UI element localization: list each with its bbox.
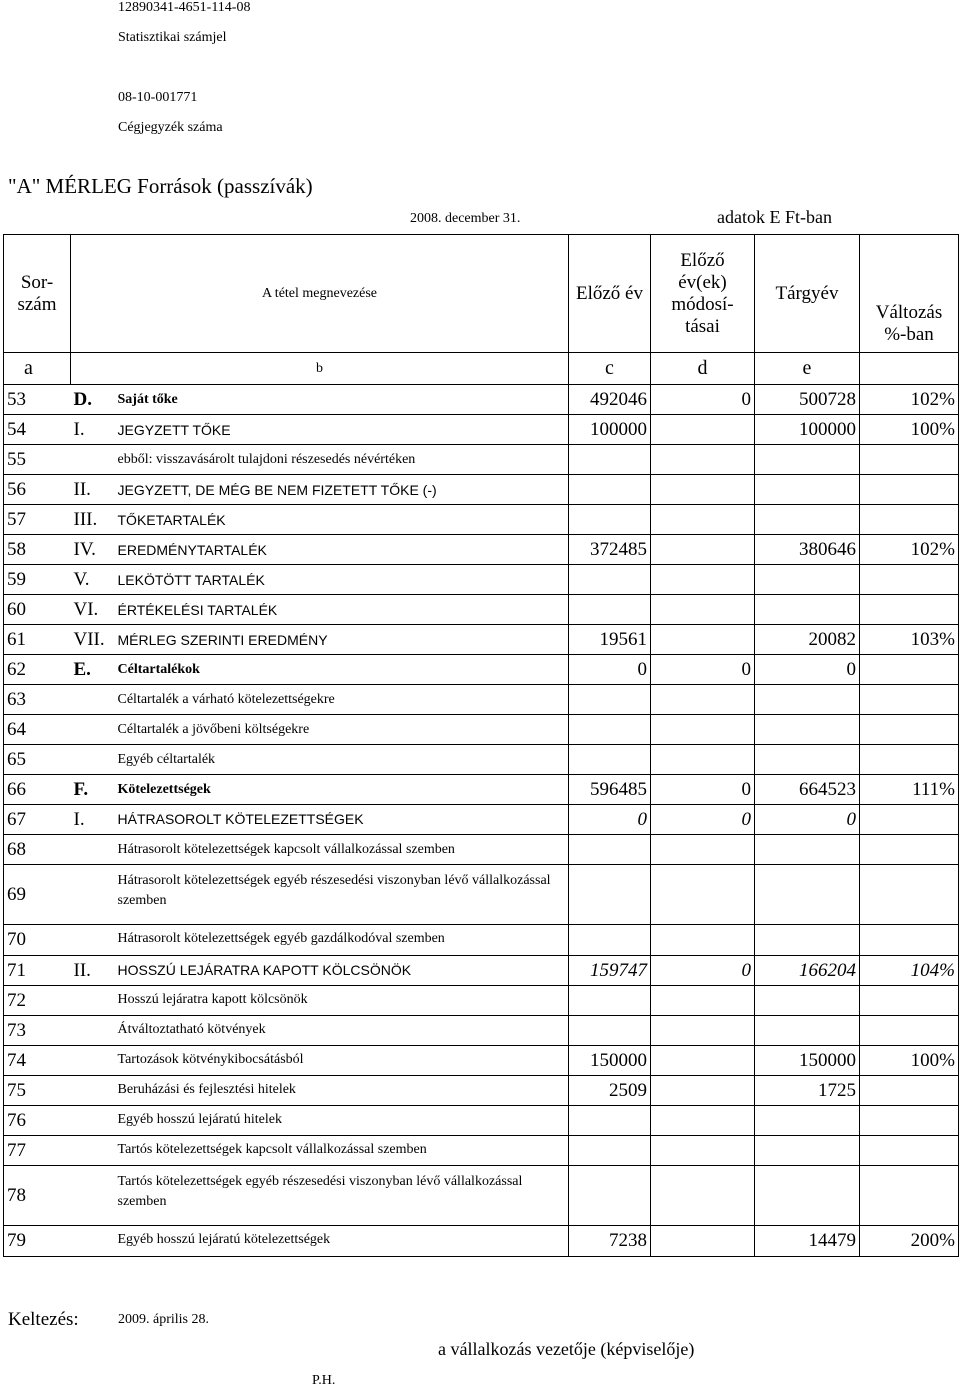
row-current-year: 100000 xyxy=(755,415,860,445)
unit-label: adatok E Ft-ban xyxy=(717,207,832,227)
reg-number: 08-10-001771 xyxy=(118,90,198,105)
table-row xyxy=(4,1136,959,1166)
row-number: 69 xyxy=(4,865,71,925)
row-section: II. xyxy=(71,475,115,505)
stat-label: Statisztikai számjel xyxy=(118,30,227,45)
row-number: 58 xyxy=(4,535,71,565)
stat-number: 12890341-4651-114-08 xyxy=(118,0,251,15)
row-prev-year: 492046 xyxy=(569,385,651,415)
row-prev-year xyxy=(569,1136,651,1166)
row-current-year: 14479 xyxy=(755,1226,860,1257)
row-current-year xyxy=(755,685,860,715)
row-current-year xyxy=(755,1106,860,1136)
row-prev-year: 150000 xyxy=(569,1046,651,1076)
row-number: 53 xyxy=(4,385,71,415)
row-current-year: 0 xyxy=(755,805,860,835)
row-prev-year xyxy=(569,475,651,505)
row-section xyxy=(71,835,115,865)
row-section xyxy=(71,1016,115,1046)
row-current-year xyxy=(755,925,860,956)
col-curr: Tárgyév xyxy=(755,235,860,353)
row-change: 200% xyxy=(860,1226,959,1257)
letter-a: a xyxy=(4,353,71,385)
row-change xyxy=(860,685,959,715)
table-row xyxy=(4,1076,959,1106)
row-prev-year xyxy=(569,925,651,956)
row-name: Tartós kötelezettségek egyéb részesedési viszonyban lévő vállalkozással szemben xyxy=(115,1166,569,1226)
row-change: 102% xyxy=(860,535,959,565)
row-number: 77 xyxy=(4,1136,71,1166)
row-number: 70 xyxy=(4,925,71,956)
row-number: 72 xyxy=(4,986,71,1016)
row-change xyxy=(860,835,959,865)
row-current-year: 0 xyxy=(755,655,860,685)
row-section: VI. xyxy=(71,595,115,625)
report-date: 2008. december 31. xyxy=(410,211,521,226)
row-modification: 0 xyxy=(651,385,755,415)
row-change xyxy=(860,865,959,925)
row-modification xyxy=(651,1136,755,1166)
row-modification xyxy=(651,595,755,625)
table-row xyxy=(4,565,959,595)
row-name: HOSSZÚ LEJÁRATRA KAPOTT KÖLCSÖNÖK xyxy=(115,956,569,986)
table-row xyxy=(4,625,959,655)
date-value: 2009. április 28. xyxy=(118,1312,209,1327)
row-prev-year: 372485 xyxy=(569,535,651,565)
letters-row xyxy=(4,353,959,385)
row-name: LEKÖTÖTT TARTALÉK xyxy=(115,565,569,595)
row-number: 78 xyxy=(4,1166,71,1226)
table-row xyxy=(4,1046,959,1076)
row-current-year xyxy=(755,986,860,1016)
row-section xyxy=(71,745,115,775)
row-name: Hátrasorolt kötelezettségek kapcsolt vállalkozással szemben xyxy=(115,835,569,865)
row-change: 103% xyxy=(860,625,959,655)
row-number: 64 xyxy=(4,715,71,745)
row-modification xyxy=(651,565,755,595)
row-prev-year xyxy=(569,715,651,745)
row-name: Beruházási és fejlesztési hitelek xyxy=(115,1076,569,1106)
row-section xyxy=(71,865,115,925)
row-modification xyxy=(651,505,755,535)
table-row xyxy=(4,685,959,715)
row-change xyxy=(860,715,959,745)
row-number: 68 xyxy=(4,835,71,865)
row-name: Kötelezettségek xyxy=(115,775,569,805)
row-prev-year xyxy=(569,595,651,625)
letter-d: d xyxy=(651,353,755,385)
row-change: 100% xyxy=(860,415,959,445)
row-name: Tartozások kötvénykibocsátásból xyxy=(115,1046,569,1076)
row-change xyxy=(860,986,959,1016)
row-current-year: 20082 xyxy=(755,625,860,655)
row-number: 73 xyxy=(4,1016,71,1046)
row-section xyxy=(71,986,115,1016)
table-row xyxy=(4,835,959,865)
row-section: I. xyxy=(71,805,115,835)
table-row xyxy=(4,775,959,805)
row-name: Céltartalék a jövőbeni költségekre xyxy=(115,715,569,745)
row-prev-year xyxy=(569,1016,651,1046)
table-row xyxy=(4,655,959,685)
row-number: 71 xyxy=(4,956,71,986)
row-prev-year xyxy=(569,445,651,475)
row-current-year: 380646 xyxy=(755,535,860,565)
row-modification xyxy=(651,1046,755,1076)
row-section xyxy=(71,1076,115,1106)
row-section: V. xyxy=(71,565,115,595)
row-modification xyxy=(651,1166,755,1226)
table-row xyxy=(4,1016,959,1046)
row-name: JEGYZETT TŐKE xyxy=(115,415,569,445)
row-name: Egyéb hosszú lejáratú hitelek xyxy=(115,1106,569,1136)
row-name: ÉRTÉKELÉSI TARTALÉK xyxy=(115,595,569,625)
row-current-year xyxy=(755,745,860,775)
row-section: I. xyxy=(71,415,115,445)
row-number: 60 xyxy=(4,595,71,625)
row-modification xyxy=(651,986,755,1016)
row-modification xyxy=(651,1106,755,1136)
row-prev-year xyxy=(569,505,651,535)
row-name: ebből: visszavásárolt tulajdoni részesedés névértéken xyxy=(115,445,569,475)
row-modification xyxy=(651,625,755,655)
row-modification xyxy=(651,475,755,505)
row-name: EREDMÉNYTARTALÉK xyxy=(115,535,569,565)
row-number: 76 xyxy=(4,1106,71,1136)
row-change xyxy=(860,655,959,685)
letter-b: b xyxy=(71,353,569,385)
row-modification: 0 xyxy=(651,775,755,805)
row-name: Tartós kötelezettségek kapcsolt vállalkozással szemben xyxy=(115,1136,569,1166)
row-change xyxy=(860,805,959,835)
row-number: 74 xyxy=(4,1046,71,1076)
row-prev-year xyxy=(569,1166,651,1226)
table-row xyxy=(4,535,959,565)
header-row xyxy=(4,235,959,353)
row-section xyxy=(71,1106,115,1136)
row-change xyxy=(860,475,959,505)
row-section: III. xyxy=(71,505,115,535)
row-number: 79 xyxy=(4,1226,71,1257)
row-section: II. xyxy=(71,956,115,986)
row-number: 61 xyxy=(4,625,71,655)
row-change: 111% xyxy=(860,775,959,805)
row-change xyxy=(860,1136,959,1166)
row-change xyxy=(860,1016,959,1046)
row-change xyxy=(860,1076,959,1106)
row-prev-year xyxy=(569,685,651,715)
row-change: 100% xyxy=(860,1046,959,1076)
row-prev-year xyxy=(569,865,651,925)
row-section: D. xyxy=(71,385,115,415)
row-current-year xyxy=(755,565,860,595)
row-number: 54 xyxy=(4,415,71,445)
row-change xyxy=(860,505,959,535)
row-number: 63 xyxy=(4,685,71,715)
row-prev-year xyxy=(569,565,651,595)
balance-table xyxy=(3,234,959,1257)
row-modification xyxy=(651,685,755,715)
row-modification xyxy=(651,445,755,475)
table-row xyxy=(4,1166,959,1226)
table-row xyxy=(4,956,959,986)
table-row xyxy=(4,805,959,835)
row-section: VII. xyxy=(71,625,115,655)
letter-e: e xyxy=(755,353,860,385)
row-section xyxy=(71,715,115,745)
row-name: Hátrasorolt kötelezettségek egyéb részesedési viszonyban lévő vállalkozással szemben xyxy=(115,865,569,925)
row-name: Hosszú lejáratra kapott kölcsönök xyxy=(115,986,569,1016)
row-prev-year: 0 xyxy=(569,805,651,835)
row-change: 104% xyxy=(860,956,959,986)
col-sorszam: Sor-szám xyxy=(4,235,71,353)
row-prev-year: 19561 xyxy=(569,625,651,655)
row-change xyxy=(860,565,959,595)
row-number: 57 xyxy=(4,505,71,535)
table-row xyxy=(4,925,959,956)
col-prev: Előző év xyxy=(569,235,651,353)
table-row xyxy=(4,1226,959,1257)
row-current-year xyxy=(755,1136,860,1166)
row-current-year xyxy=(755,595,860,625)
row-modification xyxy=(651,925,755,956)
row-modification xyxy=(651,745,755,775)
row-section: F. xyxy=(71,775,115,805)
row-number: 59 xyxy=(4,565,71,595)
row-number: 55 xyxy=(4,445,71,475)
row-modification xyxy=(651,865,755,925)
row-current-year: 166204 xyxy=(755,956,860,986)
col-name: A tétel megnevezése xyxy=(71,235,569,353)
row-modification xyxy=(651,1226,755,1257)
row-name: Egyéb hosszú lejáratú kötelezettségek xyxy=(115,1226,569,1257)
row-name: Saját tőke xyxy=(115,385,569,415)
row-modification xyxy=(651,535,755,565)
table-row xyxy=(4,865,959,925)
row-current-year xyxy=(755,715,860,745)
row-prev-year xyxy=(569,745,651,775)
row-section xyxy=(71,685,115,715)
stamp-label: P.H. xyxy=(312,1373,336,1388)
table-row xyxy=(4,505,959,535)
col-mod: Előző év(ek) módosí-tásai xyxy=(651,235,755,353)
row-change: 102% xyxy=(860,385,959,415)
row-modification: 0 xyxy=(651,655,755,685)
row-number: 56 xyxy=(4,475,71,505)
row-name: HÁTRASOROLT KÖTELEZETTSÉGEK xyxy=(115,805,569,835)
row-current-year xyxy=(755,505,860,535)
row-current-year xyxy=(755,475,860,505)
row-current-year xyxy=(755,865,860,925)
row-number: 62 xyxy=(4,655,71,685)
letter-empty xyxy=(860,353,959,385)
row-modification: 0 xyxy=(651,805,755,835)
row-prev-year xyxy=(569,1106,651,1136)
row-name: Átváltoztatható kötvények xyxy=(115,1016,569,1046)
row-section xyxy=(71,1226,115,1257)
row-section xyxy=(71,445,115,475)
table-row xyxy=(4,595,959,625)
row-name: JEGYZETT, DE MÉG BE NEM FIZETETT TŐKE (-) xyxy=(115,475,569,505)
row-modification: 0 xyxy=(651,956,755,986)
table-row xyxy=(4,415,959,445)
row-current-year xyxy=(755,1166,860,1226)
row-name: TŐKETARTALÉK xyxy=(115,505,569,535)
row-current-year xyxy=(755,835,860,865)
row-current-year xyxy=(755,445,860,475)
row-change xyxy=(860,595,959,625)
table-row xyxy=(4,1106,959,1136)
row-section: E. xyxy=(71,655,115,685)
row-name: Céltartalékok xyxy=(115,655,569,685)
row-current-year: 1725 xyxy=(755,1076,860,1106)
letter-c: c xyxy=(569,353,651,385)
table-row xyxy=(4,715,959,745)
row-modification xyxy=(651,415,755,445)
row-modification xyxy=(651,1016,755,1046)
col-change: Változás %-ban xyxy=(860,235,959,353)
row-prev-year: 7238 xyxy=(569,1226,651,1257)
row-current-year: 664523 xyxy=(755,775,860,805)
row-current-year: 150000 xyxy=(755,1046,860,1076)
row-name: Hátrasorolt kötelezettségek egyéb gazdálkodóval szemben xyxy=(115,925,569,956)
row-number: 66 xyxy=(4,775,71,805)
row-modification xyxy=(651,1076,755,1106)
date-label: Keltezés: xyxy=(8,1309,79,1330)
row-section xyxy=(71,925,115,956)
row-prev-year: 2509 xyxy=(569,1076,651,1106)
signatory-label: a vállalkozás vezetője (képviselője) xyxy=(438,1339,695,1359)
table-row xyxy=(4,385,959,415)
row-name: Egyéb céltartalék xyxy=(115,745,569,775)
row-section xyxy=(71,1046,115,1076)
row-current-year xyxy=(755,1016,860,1046)
row-section xyxy=(71,1136,115,1166)
table-row xyxy=(4,986,959,1016)
row-number: 75 xyxy=(4,1076,71,1106)
table-row xyxy=(4,445,959,475)
row-change xyxy=(860,745,959,775)
row-prev-year xyxy=(569,986,651,1016)
reg-label: Cégjegyzék száma xyxy=(118,120,223,135)
table-row xyxy=(4,475,959,505)
row-prev-year: 159747 xyxy=(569,956,651,986)
row-prev-year: 0 xyxy=(569,655,651,685)
row-number: 67 xyxy=(4,805,71,835)
row-prev-year: 596485 xyxy=(569,775,651,805)
page-title: "A" MÉRLEG Források (passzívák) xyxy=(8,174,313,198)
row-change xyxy=(860,1106,959,1136)
row-change xyxy=(860,1166,959,1226)
row-prev-year: 100000 xyxy=(569,415,651,445)
row-current-year: 500728 xyxy=(755,385,860,415)
row-name: MÉRLEG SZERINTI EREDMÉNY xyxy=(115,625,569,655)
row-section xyxy=(71,1166,115,1226)
table-row xyxy=(4,745,959,775)
row-change xyxy=(860,925,959,956)
row-number: 65 xyxy=(4,745,71,775)
row-change xyxy=(860,445,959,475)
row-name: Céltartalék a várható kötelezettségekre xyxy=(115,685,569,715)
row-modification xyxy=(651,835,755,865)
row-section: IV. xyxy=(71,535,115,565)
row-prev-year xyxy=(569,835,651,865)
row-modification xyxy=(651,715,755,745)
